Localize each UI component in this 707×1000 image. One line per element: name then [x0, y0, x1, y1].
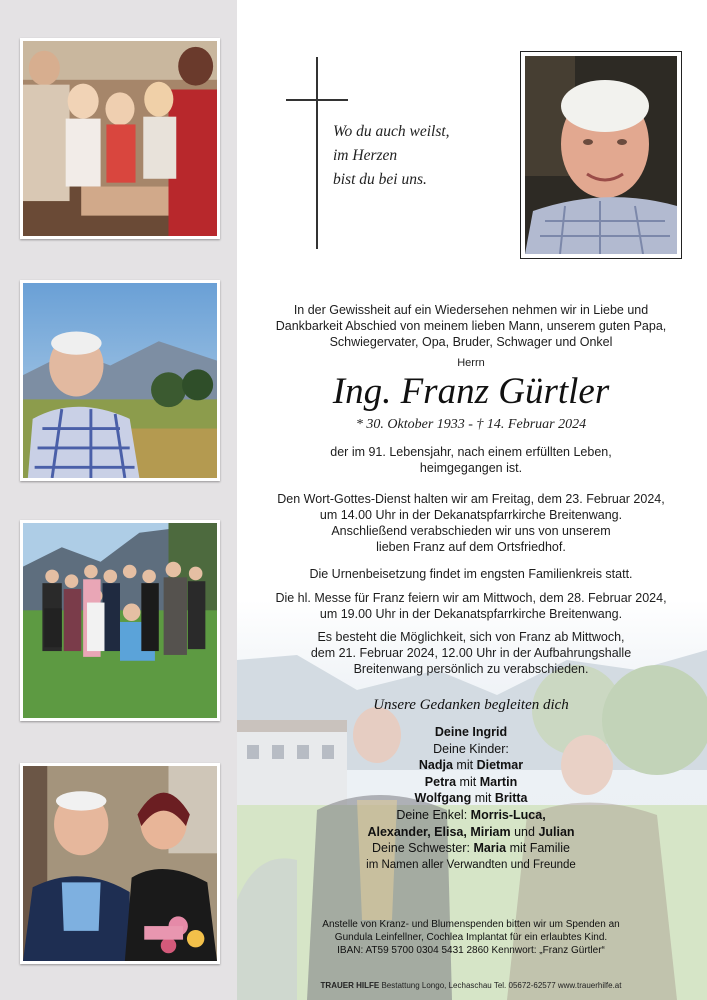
- service-text: [245, 491, 697, 555]
- spouse-name: Britta: [494, 791, 528, 806]
- footer-brand: TRAUER HILFE: [320, 981, 380, 990]
- mass-line: um 19.00 Uhr in der Dekanatspfarrkirche Breitenwang.: [319, 607, 623, 621]
- footer-text: Bestattung Longo, Lechaschau Tel. 05672-62577 www.trauerhilfe.at: [381, 981, 622, 990]
- child-couple-1: [245, 757, 697, 774]
- grandchild-name: Elisa,: [434, 824, 467, 839]
- grandchild-name: Julian: [538, 824, 575, 839]
- man-mountain-photo: [20, 280, 220, 481]
- cross-horizontal: [286, 99, 348, 101]
- elderly-couple-photo: [20, 763, 220, 964]
- connector: und: [514, 824, 535, 839]
- child-name: Wolfgang: [414, 791, 472, 806]
- viewing-line: Es besteht die Möglichkeit, sich von Franz ab Mittwoch,: [317, 630, 625, 644]
- connector: mit: [474, 791, 492, 806]
- service-line: Anschließend verabschieden wir uns von unserem: [331, 524, 611, 538]
- sister-label: Deine Schwester:: [371, 841, 470, 856]
- connector: mit: [456, 758, 474, 773]
- grandchildren-line-1: [245, 807, 697, 824]
- thoughts-heading: Unsere Gedanken begleiten dich: [373, 697, 569, 713]
- intro-line: Schwiegervater, Opa, Bruder, Schwager und Onkel: [329, 335, 613, 349]
- grandchild-name: Morris-Luca,: [470, 807, 546, 822]
- motto-line: bist du bei uns.: [333, 171, 427, 188]
- salutation: Herrn: [457, 357, 485, 369]
- spouse-name: Dietmar: [476, 758, 524, 773]
- viewing-text: [245, 629, 697, 677]
- motto-line: Wo du auch weilst,: [333, 123, 450, 140]
- mass-text: [245, 590, 697, 622]
- service-line: um 14.00 Uhr in der Dekanatspfarrkirche Breitenwang.: [319, 508, 623, 522]
- sister-line: [245, 840, 697, 857]
- child-name: Petra: [424, 774, 457, 789]
- intro-line: Dankbarkeit Abschied von meinem lieben Mann, unserem guten Papa,: [275, 319, 667, 333]
- deceased-name: Ing. Franz Gürtler: [332, 371, 610, 412]
- urn-line: Die Urnenbeisetzung findet im engsten Familienkreis statt.: [309, 567, 633, 581]
- mass-line: Die hl. Messe für Franz feiern wir am Mittwoch, dem 28. Februar 2024,: [275, 591, 667, 605]
- wife-name: Deine Ingrid: [434, 725, 508, 739]
- grandchild-name: Alexander,: [367, 824, 431, 839]
- family-list: [245, 724, 697, 873]
- grandchildren-line-2: [245, 824, 697, 841]
- photo-sidebar: [0, 0, 237, 1000]
- grandchildren-label: Deine Enkel:: [396, 807, 468, 822]
- relatives-line: im Namen aller Verwandten und Freunde: [366, 858, 576, 871]
- urn-text: [245, 566, 697, 582]
- donation-line: Gundula Leinfellner, Cochlea Implantat für ein erlaubtes Kind.: [334, 932, 608, 943]
- family-photo-vintage: [20, 38, 220, 239]
- child-name: Nadja: [418, 758, 453, 773]
- funeral-home-footer: [245, 981, 697, 991]
- sister-suffix: mit Familie: [509, 841, 570, 856]
- cross-vertical: [316, 57, 318, 249]
- passing-line: heimgegangen ist.: [419, 461, 523, 475]
- memorial-motto: [333, 120, 450, 192]
- family-group-photo: [20, 520, 220, 721]
- donation-line: IBAN: AT59 5700 0304 5431 2860 Kennwort: „Franz Gürtler“: [337, 945, 605, 956]
- motto-line: im Herzen: [333, 147, 398, 164]
- viewing-line: dem 21. Februar 2024, 12.00 Uhr in der Aufbahrungshalle: [310, 646, 632, 660]
- donation-notice: [245, 918, 697, 957]
- service-line: Den Wort-Gottes-Dienst halten wir am Freitag, dem 23. Februar 2024,: [277, 492, 665, 506]
- children-label: Deine Kinder:: [433, 741, 509, 756]
- child-couple-3: [245, 790, 697, 807]
- passing-line: der im 91. Lebensjahr, nach einem erfüllten Leben,: [330, 445, 612, 459]
- spouse-name: Martin: [479, 774, 518, 789]
- life-dates: * 30. Oktober 1933 - † 14. Februar 2024: [355, 417, 587, 432]
- connector: mit: [459, 774, 477, 789]
- grandchild-name: Miriam: [470, 824, 511, 839]
- deceased-portrait: [520, 51, 682, 259]
- child-couple-2: [245, 774, 697, 791]
- passing-text: [245, 444, 697, 476]
- viewing-line: Breitenwang persönlich zu verabschieden.: [353, 662, 589, 676]
- intro-text: [245, 302, 697, 350]
- sister-name: Maria: [473, 841, 507, 856]
- service-line: lieben Franz auf dem Ortsfriedhof.: [376, 540, 566, 554]
- intro-line: In der Gewissheit auf ein Wiedersehen nehmen wir in Liebe und: [293, 303, 649, 317]
- donation-line: Anstelle von Kranz- und Blumenspenden bitten wir um Spenden an: [322, 919, 620, 930]
